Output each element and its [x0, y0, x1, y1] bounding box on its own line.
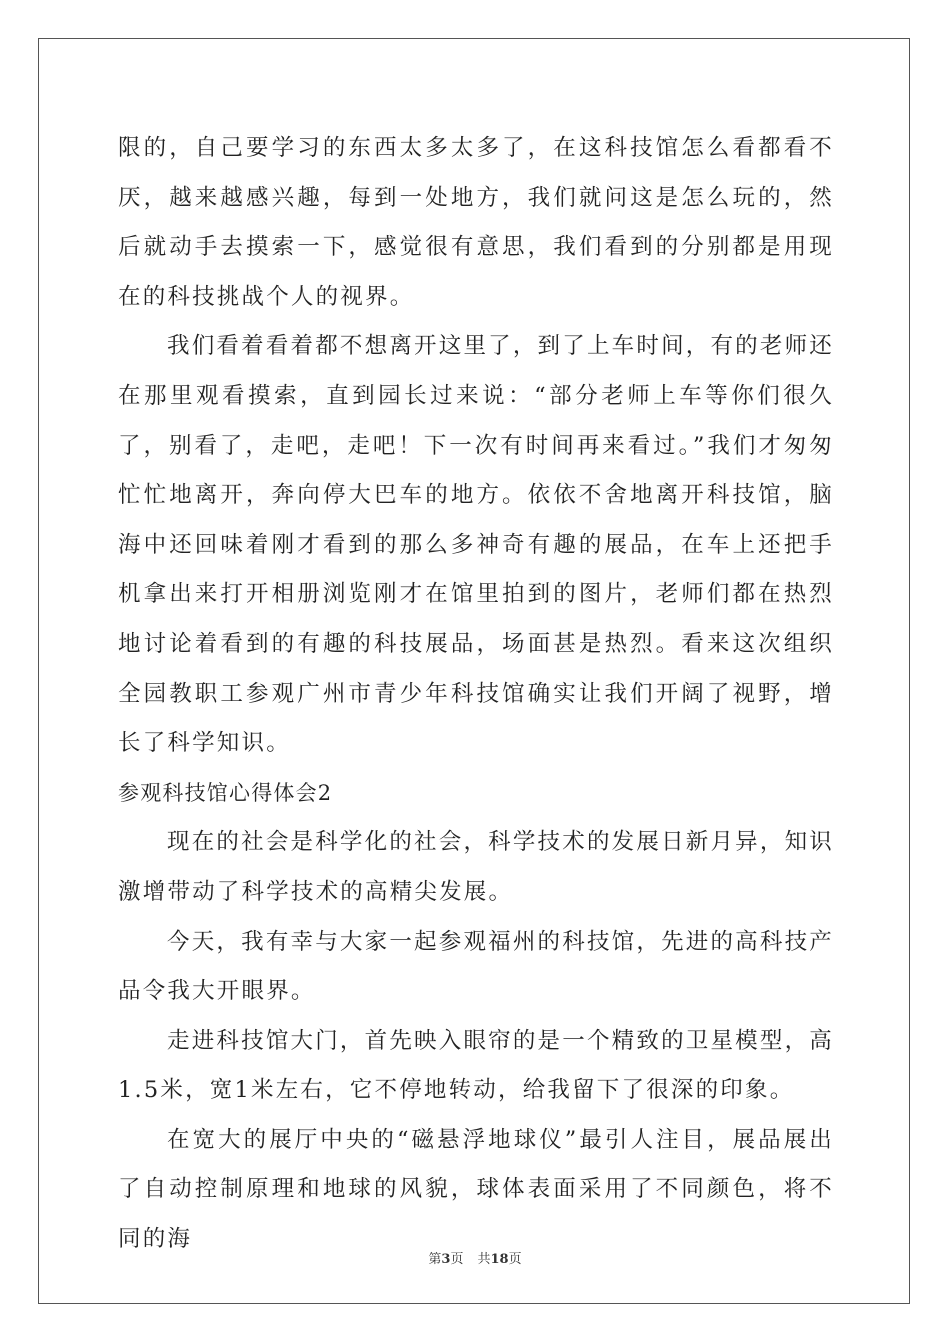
paragraph-5: 走进科技馆大门，首先映入眼帘的是一个精致的卫星模型，高1.5米，宽1米左右，它不停地转动，给我留下了很深的印象。: [118, 1027, 834, 1104]
paragraph-4: 今天，我有幸与大家一起参观福州的科技馆，先进的高科技产品令我大开眼界。: [118, 928, 834, 1005]
paragraph-3: 现在的社会是科学化的社会，科学技术的发展日新月异，知识激增带动了科学技术的高精尖发展。: [118, 829, 834, 905]
paragraph-1: 限的，自己要学习的东西太多太多了，在这科技馆怎么看都看不厌，越来越感兴趣，每到一处地方，我们就问这是怎么玩的，然后就动手去摸索一下，感觉很有意思，我们看到的分别都是用现在的科技挑战个人的视界。: [118, 135, 834, 310]
page-prefix: 第: [428, 1252, 442, 1267]
page-footer: [0, 1248, 950, 1267]
section-heading: 参观科技馆心得体会2: [118, 780, 333, 805]
total-pages: 18: [490, 1252, 509, 1267]
total-suffix: 页: [508, 1252, 522, 1267]
page-number: [428, 1252, 463, 1267]
page-suffix: 页: [450, 1252, 464, 1267]
page-total: [477, 1252, 521, 1267]
document-body: [118, 124, 834, 1265]
current-page: 3: [441, 1252, 451, 1267]
paragraph-6: 在宽大的展厅中央的“磁悬浮地球仪”最引人注目，展品展出了自动控制原理和地球的风貌，球体表面采用了不同颜色，将不同的海: [118, 1126, 834, 1253]
paragraph-2: 我们看着看着都不想离开这里了，到了上车时间，有的老师还在那里观看摸索，直到园长过来说：“部分老师上车等你们很久了，别看了，走吧，走吧！下一次有时间再来看过。”我们才匆匆忙忙地离开，奔向停大巴车的地方。依依不舍地离开科技馆，脑海中还回味着刚才看到的那么多神奇有趣的展品，在车上还把手机拿出来打开相册浏览刚才在馆里拍到的图片，老师们都在热烈地讨论着看到的有趣的科技展品，场面甚是热烈。看来这次组织全园教职工参观广州市青少年科技馆确实让我们开阔了视野，增长了科学知识。: [118, 333, 834, 757]
total-prefix: 共: [477, 1252, 491, 1267]
